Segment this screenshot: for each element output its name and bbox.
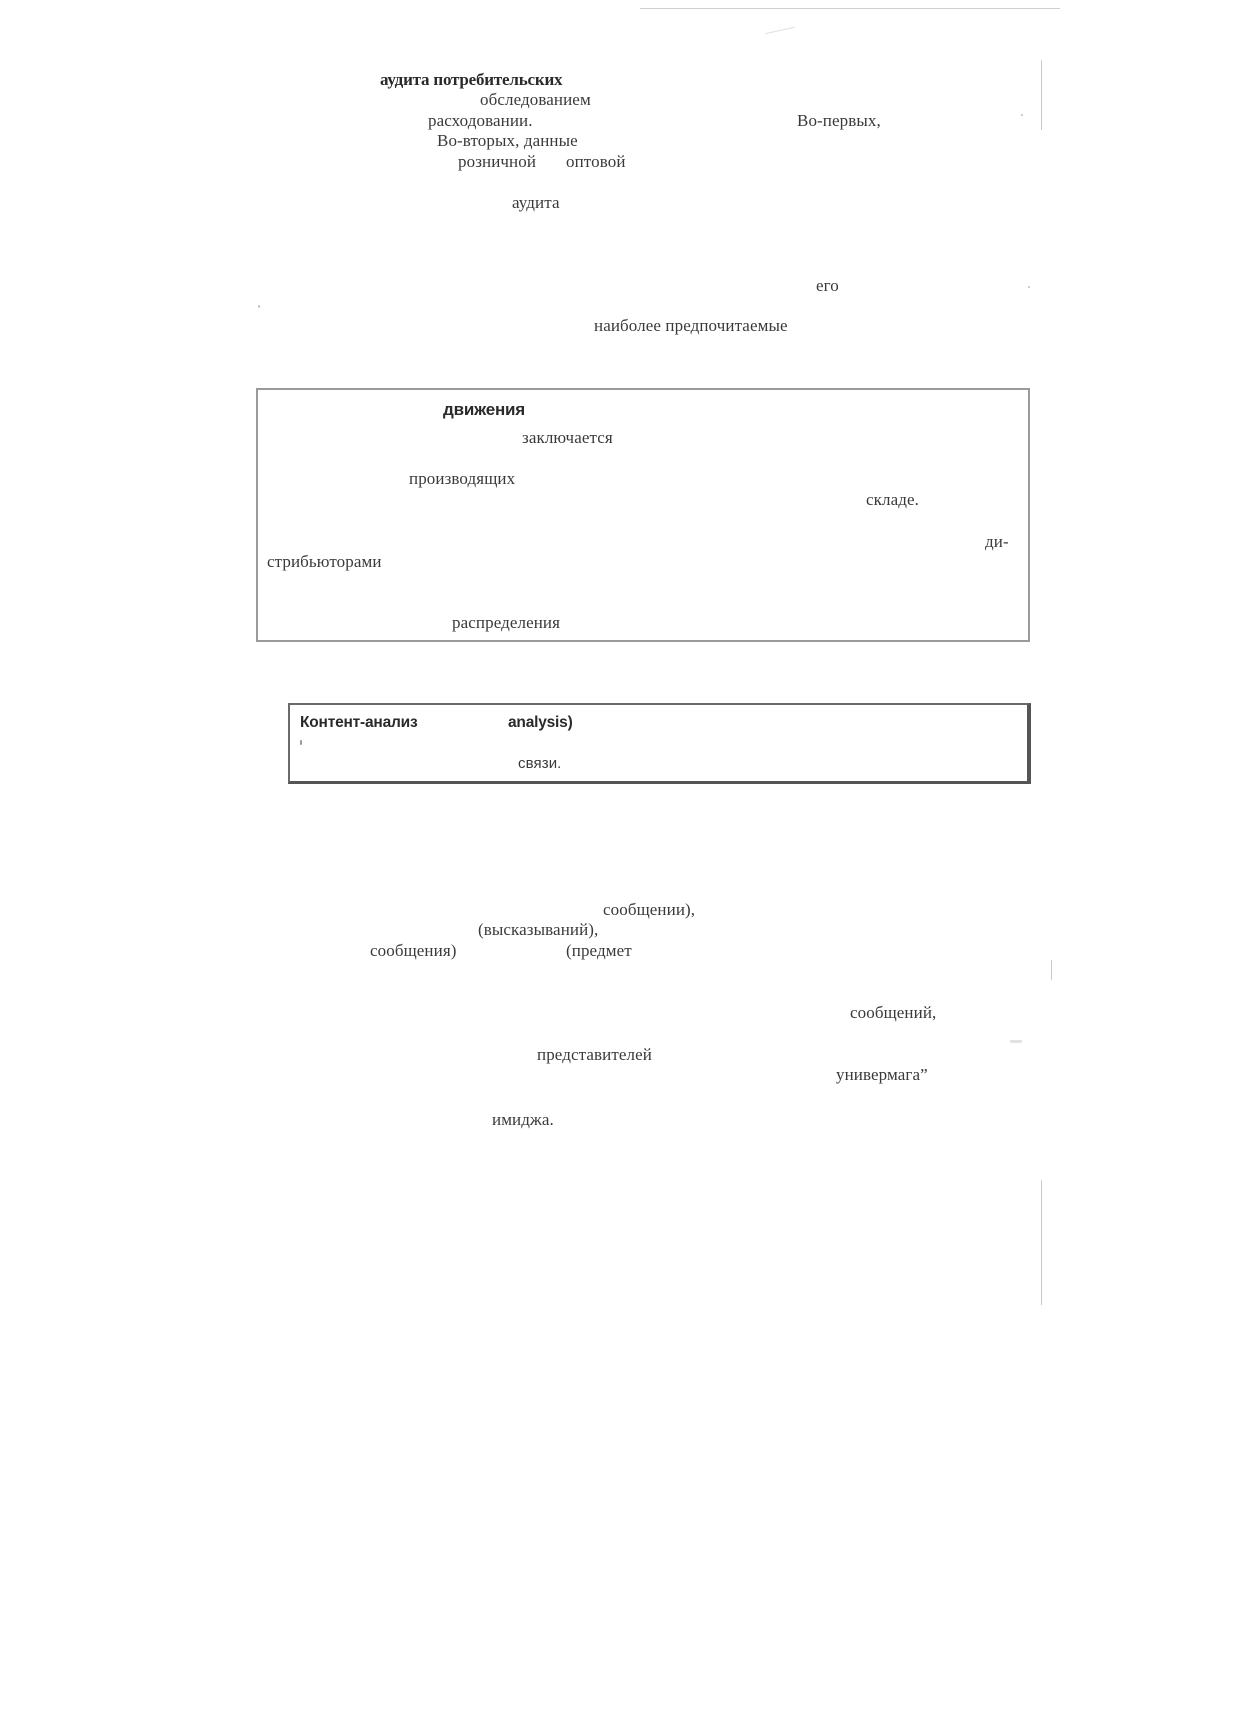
paragraph-1-line-4: Во-вторых, данные (437, 131, 578, 150)
box-1-heading: движения (443, 400, 526, 419)
right-margin-line (1051, 960, 1052, 980)
faint-smudge (1010, 1040, 1022, 1043)
paragraph-2-line-3a: сообщения) (370, 941, 457, 960)
box-1-line-5: распределения (452, 613, 561, 632)
paragraph-2-line-1: сообщении), (603, 900, 696, 919)
faint-smudge (1028, 286, 1030, 288)
definition-box-1 (256, 388, 1030, 642)
faint-smudge (258, 305, 260, 308)
top-rule (640, 8, 1060, 9)
top-rule-mark (765, 27, 795, 34)
paragraph-2-line-6: универмага” (836, 1065, 928, 1084)
box-2-speck (300, 740, 302, 745)
paragraph-1-line-5b: оптовой (566, 152, 626, 171)
paragraph-1-line-5a: розничной (458, 152, 537, 171)
box-2-term: Контент-анализ (300, 714, 418, 731)
paragraph-2-line-5: представителей (537, 1045, 652, 1064)
box-1-line-4a: ди- (985, 532, 1009, 551)
paragraph-2-line-4: сообщений, (850, 1003, 937, 1022)
box-1-line-3: складе. (866, 490, 919, 509)
paragraph-1-line-6: аудита (512, 193, 560, 212)
right-margin-line (1041, 1180, 1042, 1305)
paragraph-1-line-7: его (816, 276, 839, 295)
paragraph-1-line-3a: расходовании. (428, 111, 533, 130)
paragraph-2-line-7: имиджа. (492, 1110, 554, 1129)
paragraph-1-line-1: аудита потребительских (380, 70, 563, 89)
faint-smudge (1021, 114, 1023, 116)
paragraph-1-line-8: наиболее предпочитаемые (594, 316, 788, 335)
box-1-line-4b: стрибьюторами (267, 552, 382, 571)
box-1-line-2: производящих (409, 469, 516, 488)
paragraph-2-line-3b: (предмет (566, 941, 632, 960)
box-2-line-1: связи. (518, 755, 562, 772)
paragraph-1-line-2: обследованием (480, 90, 591, 109)
box-2-term-en: analysis) (508, 714, 573, 731)
right-margin-line (1041, 60, 1042, 130)
paragraph-1-line-3b: Во-первых, (797, 111, 881, 130)
paragraph-2-line-2: (высказываний), (478, 920, 599, 939)
box-1-line-1: заключается (522, 428, 613, 447)
